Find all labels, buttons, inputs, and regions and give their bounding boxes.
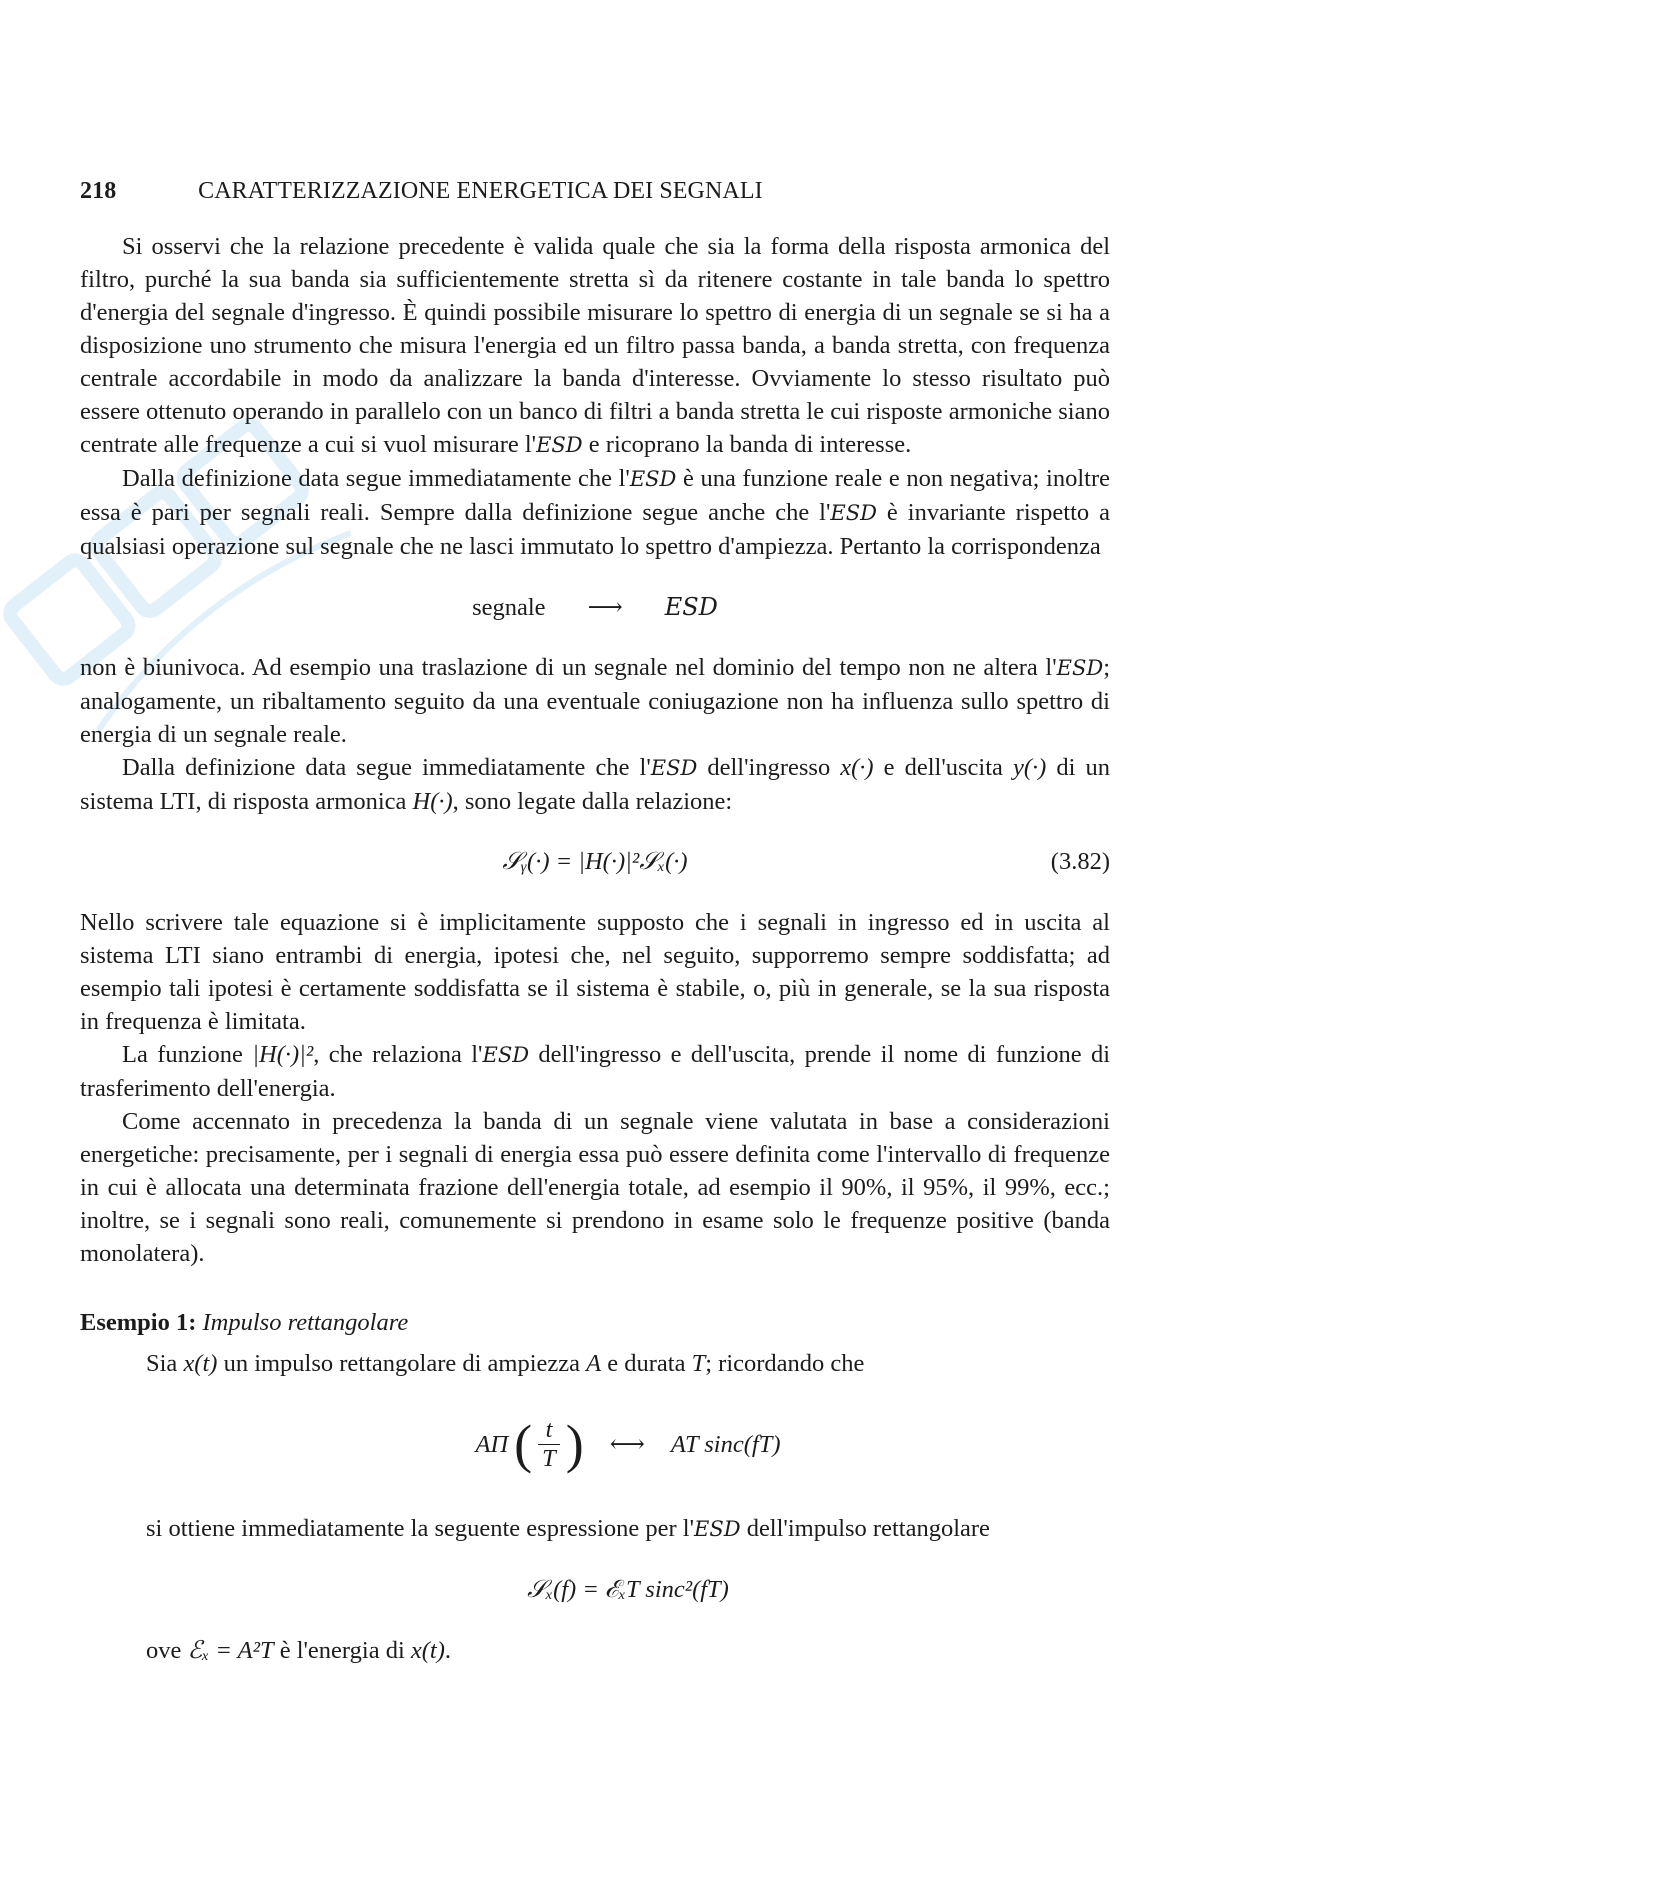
page-number: 218 [80,178,117,204]
paragraph-not-bijective: non è biunivoca. Ad esempio una traslazione di un segnale nel dominio del tempo non ne altera l'ESD; analogamente, un ribaltamento seguito da una eventuale coniugazione non ha influenza sullo spettro di energia di un segnale reale. [80,654,1110,748]
running-header [80,175,1110,208]
correspondence-display [80,587,1110,627]
example-intro: Sia x(t) un impulso rettangolare di ampiezza A e durata T; ricordando che [146,1350,865,1377]
equation-3-82 [80,842,1110,882]
fourier-pair: AΠ ( $\frac{t}{T}$ ) ⟷ AT sinc(fT) [475,1414,781,1474]
equation-esd-formula: 𝒮ₓ(f) = ℰₓT sinc²(fT) [527,1576,729,1603]
equation-formula: 𝒮ᵧ(·) = |H(·)|²𝒮ₓ(·) [502,848,688,875]
pair-right: AT sinc(fT) [670,1430,781,1458]
example-title: Impulso rettangolare [202,1309,409,1336]
paragraph-filter-bandwidth: Si osservi che la relazione precedente è valida quale che sia la forma della risposta armonica del filtro, purché la sua banda sia sufficientemente stretta sì da ritenere costante in tale banda lo spettro d'energia del segnale d'ingresso. È quindi possibile misurare lo spettro di energia di un segnale se si ha a disposizione uno strumento che misura l'energia ed un filtro passa banda, a banda stretta, con frequenza centrale accordabile in modo da analizzare la banda d'interesse. Ovviamente lo stesso risultato può essere ottenuto operando in parallelo con un banco di filtri a banda stretta le cui risposte armoniche siano centrate alle frequenze a cui si vuol misurare l'ESD e ricoprano la banda di interesse. [80,233,1110,458]
example-energy-line: ove ℰₓ = A²T è l'energia di x(t). [146,1637,452,1664]
example-heading [80,1306,1110,1339]
correspondence-right: ESD [664,593,718,621]
correspondence-left: segnale [472,594,546,621]
paragraph-bandwidth-definition: Come accennato in precedenza la banda di un segnale viene valutata in base a considerazioni energetiche: precisamente, per i segnali di energia essa può essere definita come l'intervallo di frequenze in cui è allocata una determinata frazione dell'energia totale, ad esempio il 90%, il 95%, il 99%, ecc.; inoltre, se i segnali sono reali, comunemente si prendono in esame solo le frequenze positive (banda monolatera). [80,1108,1110,1267]
fraction-t-over-T: $\frac{t}{T}$ [538,1416,560,1473]
page-content [80,175,1110,1667]
equation-number: (3.82) [1050,848,1110,875]
example-body [80,1347,1110,1667]
pair-arrow: ⟷ [609,1430,645,1458]
pair-left: AΠ [475,1430,509,1458]
equation-esd-rect [146,1570,1110,1610]
paragraph-lti-relation: Dalla definizione data segue immediatamente che l'ESD dell'ingresso x(·) e dell'uscita y(·) di un sistema LTI, di risposta armonica H(·), sono legate dalla relazione: [80,754,1111,815]
correspondence-arrow: ⟶ [587,594,623,621]
example-label: Esempio 1: [80,1309,197,1336]
paragraph-esd-properties: Dalla definizione data segue immediatamente che l'ESD è una funzione reale e non negativa; inoltre essa è pari per segnali reali. Sempre dalla definizione segue anche che l'ESD è invariante rispetto a qualsiasi operazione sul segnale che ne lasci immutato lo spettro d'ampiezza. Pertanto la corrispondenza [80,465,1110,560]
paragraph-energy-assumption: Nello scrivere tale equazione si è implicitamente supposto che i segnali in ingresso ed in uscita al sistema LTI siano entrambi di energia, ipotesi che, nel seguito, supporremo sempre soddisfatta; ad esempio tali ipotesi è certamente soddisfatta se il sistema è stabile, o, più in generale, se la sua risposta in frequenza è limitata. [80,909,1110,1035]
paragraph-energy-transfer: La funzione |H(·)|², che relaziona l'ESD dell'ingresso e dell'uscita, prende il nome di funzione di trasferimento dell'energia. [80,1041,1111,1102]
running-title: CARATTERIZZAZIONE ENERGETICA DEI SEGNALI [198,178,763,204]
example-esd-intro: si ottiene immediatamente la seguente espressione per l'ESD dell'impulso rettangolare [146,1515,990,1542]
